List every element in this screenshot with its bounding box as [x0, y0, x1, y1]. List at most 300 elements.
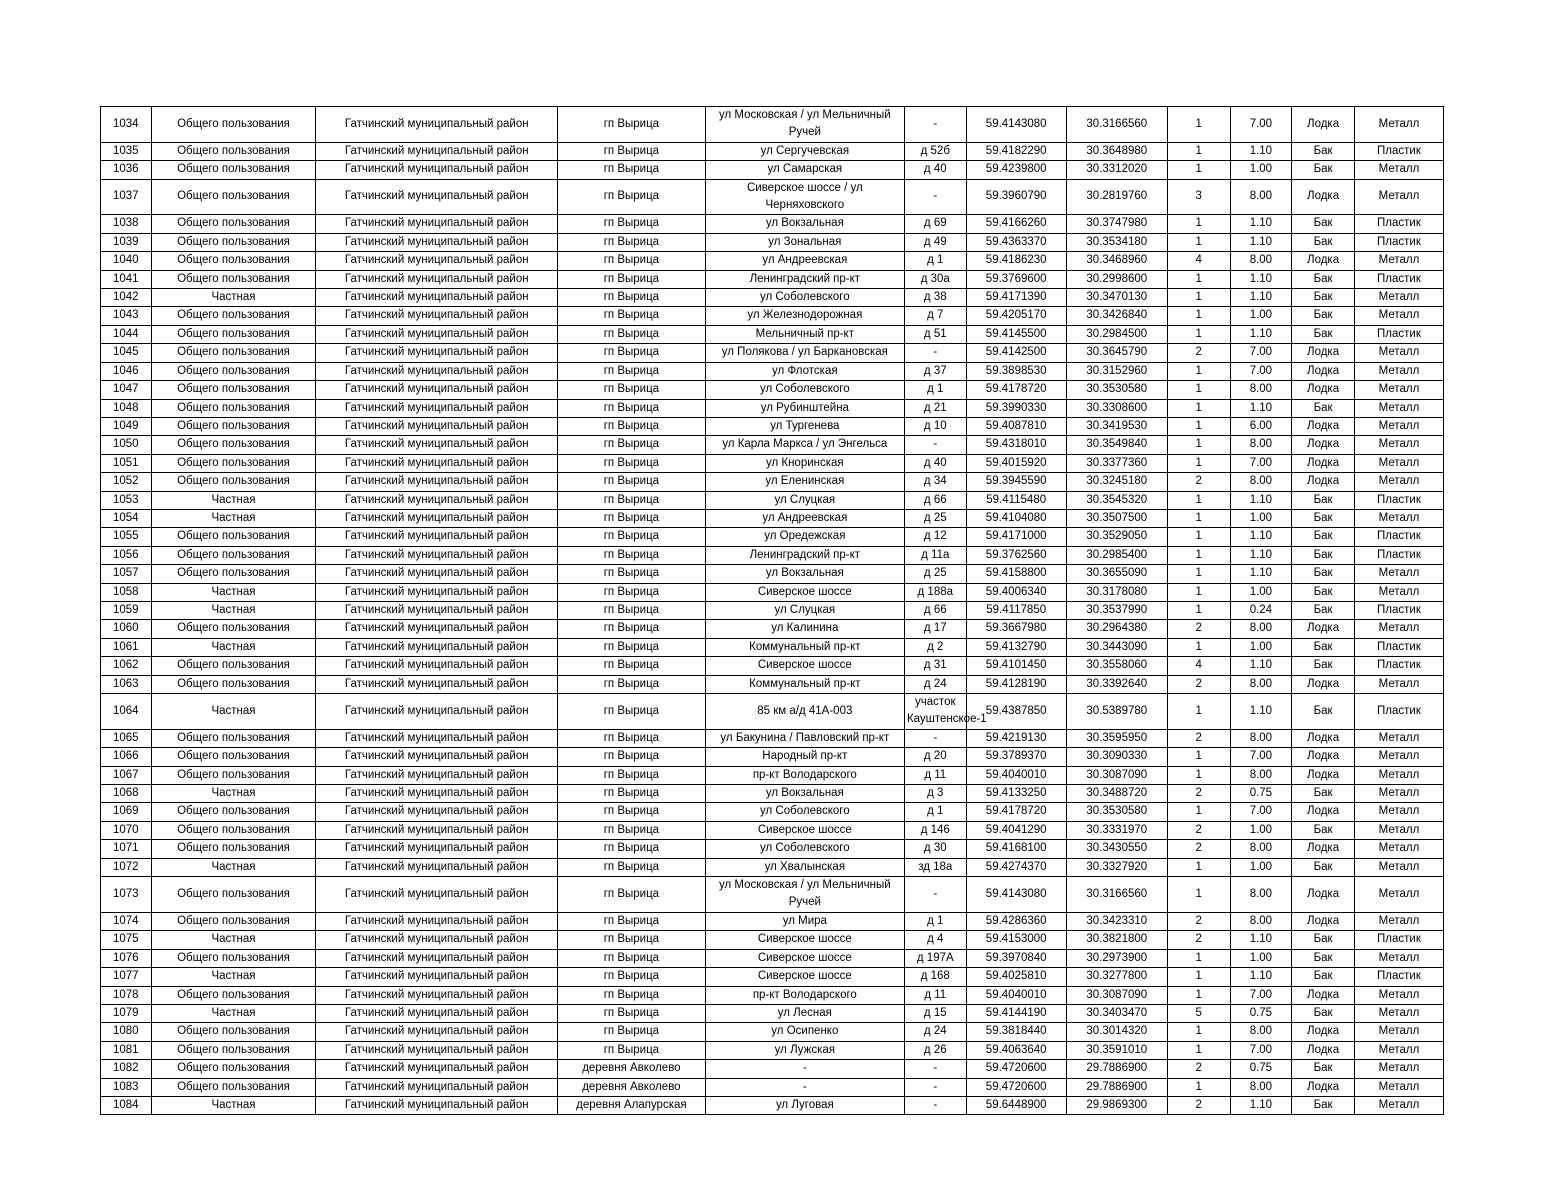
cell-row-number: 1044 — [101, 325, 152, 343]
cell-container-count: 2 — [1167, 821, 1230, 839]
cell-settlement: гп Вырица — [558, 215, 706, 233]
cell-usage-type: Общего пользования — [151, 381, 316, 399]
cell-district: Гатчинский муниципальный район — [316, 307, 558, 325]
cell-house: участок Кауштенское-1 — [904, 694, 966, 730]
table-row — [101, 325, 1444, 343]
cell-house: д 24 — [904, 1023, 966, 1041]
cell-longitude: 30.2998600 — [1066, 270, 1167, 288]
cell-latitude: 59.4178720 — [966, 803, 1066, 821]
cell-settlement: гп Вырица — [558, 528, 706, 546]
cell-house: д 1 — [904, 912, 966, 930]
cell-settlement: деревня Авколево — [558, 1060, 706, 1078]
cell-latitude: 59.4101450 — [966, 657, 1066, 675]
cell-district: Гатчинский муниципальный район — [316, 270, 558, 288]
cell-volume: 0.24 — [1230, 601, 1292, 619]
table-row — [101, 803, 1444, 821]
cell-street: ул Зональная — [705, 233, 904, 251]
cell-latitude: 59.4168100 — [966, 840, 1066, 858]
cell-material: Металл — [1354, 436, 1443, 454]
cell-longitude: 30.3468960 — [1066, 252, 1167, 270]
cell-container-type: Бак — [1292, 565, 1355, 583]
cell-settlement: гп Вырица — [558, 473, 706, 491]
cell-district: Гатчинский муниципальный район — [316, 436, 558, 454]
cell-house: д 69 — [904, 215, 966, 233]
cell-usage-type: Общего пользования — [151, 748, 316, 766]
cell-row-number: 1036 — [101, 161, 152, 179]
cell-container-count: 1 — [1167, 583, 1230, 601]
cell-latitude: 59.4286360 — [966, 912, 1066, 930]
cell-house: - — [904, 1096, 966, 1114]
cell-usage-type: Частная — [151, 694, 316, 730]
cell-settlement: гп Вырица — [558, 565, 706, 583]
cell-row-number: 1076 — [101, 949, 152, 967]
cell-container-type: Лодка — [1292, 179, 1355, 215]
cell-street: Сиверское шоссе — [705, 657, 904, 675]
cell-material: Пластик — [1354, 491, 1443, 509]
cell-street: - — [705, 1060, 904, 1078]
cell-volume: 1.00 — [1230, 583, 1292, 601]
cell-material: Металл — [1354, 179, 1443, 215]
cell-volume: 8.00 — [1230, 729, 1292, 747]
cell-settlement: гп Вырица — [558, 821, 706, 839]
cell-street: Сиверское шоссе — [705, 583, 904, 601]
cell-volume: 1.00 — [1230, 638, 1292, 656]
cell-usage-type: Общего пользования — [151, 877, 316, 913]
cell-street: ул Андреевская — [705, 509, 904, 527]
cell-house: - — [904, 1078, 966, 1096]
cell-district: Гатчинский муниципальный район — [316, 107, 558, 143]
cell-longitude: 30.3419530 — [1066, 417, 1167, 435]
cell-street: ул Мира — [705, 912, 904, 930]
cell-container-count: 1 — [1167, 381, 1230, 399]
cell-container-count: 1 — [1167, 107, 1230, 143]
cell-usage-type: Общего пользования — [151, 107, 316, 143]
cell-street: пр-кт Володарского — [705, 986, 904, 1004]
cell-house: д 40 — [904, 454, 966, 472]
table-row — [101, 252, 1444, 270]
table-row — [101, 877, 1444, 913]
cell-longitude: 30.3529050 — [1066, 528, 1167, 546]
cell-district: Гатчинский муниципальный район — [316, 1004, 558, 1022]
cell-row-number: 1078 — [101, 986, 152, 1004]
cell-container-type: Бак — [1292, 325, 1355, 343]
cell-longitude: 30.3312020 — [1066, 161, 1167, 179]
cell-street: ул Кноринская — [705, 454, 904, 472]
cell-material: Металл — [1354, 289, 1443, 307]
cell-usage-type: Общего пользования — [151, 766, 316, 784]
cell-usage-type: Общего пользования — [151, 803, 316, 821]
cell-settlement: гп Вырица — [558, 1004, 706, 1022]
cell-container-count: 2 — [1167, 840, 1230, 858]
cell-volume: 1.10 — [1230, 528, 1292, 546]
cell-row-number: 1056 — [101, 546, 152, 564]
cell-latitude: 59.4274370 — [966, 858, 1066, 876]
cell-container-type: Бак — [1292, 509, 1355, 527]
cell-latitude: 59.4006340 — [966, 583, 1066, 601]
table-row — [101, 179, 1444, 215]
cell-usage-type: Общего пользования — [151, 1041, 316, 1059]
cell-settlement: гп Вырица — [558, 912, 706, 930]
cell-house: д 51 — [904, 325, 966, 343]
table-row — [101, 546, 1444, 564]
cell-latitude: 59.4143080 — [966, 877, 1066, 913]
cell-row-number: 1082 — [101, 1060, 152, 1078]
cell-usage-type: Частная — [151, 601, 316, 619]
cell-settlement: гп Вырица — [558, 785, 706, 803]
cell-district: Гатчинский муниципальный район — [316, 785, 558, 803]
cell-row-number: 1055 — [101, 528, 152, 546]
cell-street: Ленинградский пр-кт — [705, 270, 904, 288]
cell-house: д 66 — [904, 601, 966, 619]
cell-street: ул Тургенева — [705, 417, 904, 435]
cell-volume: 7.00 — [1230, 986, 1292, 1004]
cell-latitude: 59.4318010 — [966, 436, 1066, 454]
cell-district: Гатчинский муниципальный район — [316, 638, 558, 656]
cell-material: Металл — [1354, 729, 1443, 747]
cell-district: Гатчинский муниципальный район — [316, 694, 558, 730]
cell-district: Гатчинский муниципальный район — [316, 840, 558, 858]
cell-volume: 7.00 — [1230, 107, 1292, 143]
cell-street: ул Калинина — [705, 620, 904, 638]
cell-settlement: гп Вырица — [558, 657, 706, 675]
cell-row-number: 1052 — [101, 473, 152, 491]
cell-material: Металл — [1354, 803, 1443, 821]
cell-house: д 40 — [904, 161, 966, 179]
cell-container-count: 1 — [1167, 858, 1230, 876]
cell-settlement: гп Вырица — [558, 436, 706, 454]
cell-usage-type: Частная — [151, 858, 316, 876]
cell-usage-type: Общего пользования — [151, 270, 316, 288]
cell-container-type: Бак — [1292, 657, 1355, 675]
cell-material: Пластик — [1354, 657, 1443, 675]
cell-street: ул Флотская — [705, 362, 904, 380]
cell-material: Металл — [1354, 877, 1443, 913]
cell-longitude: 30.2973900 — [1066, 949, 1167, 967]
table-row — [101, 417, 1444, 435]
cell-street: Народный пр-кт — [705, 748, 904, 766]
cell-usage-type: Общего пользования — [151, 675, 316, 693]
cell-district: Гатчинский муниципальный район — [316, 821, 558, 839]
cell-house: д 3 — [904, 785, 966, 803]
table-row — [101, 748, 1444, 766]
table-row — [101, 931, 1444, 949]
cell-usage-type: Общего пользования — [151, 325, 316, 343]
cell-latitude: 59.4720600 — [966, 1060, 1066, 1078]
cell-district: Гатчинский муниципальный район — [316, 161, 558, 179]
cell-material: Металл — [1354, 1023, 1443, 1041]
cell-container-type: Лодка — [1292, 454, 1355, 472]
cell-container-count: 1 — [1167, 491, 1230, 509]
cell-longitude: 30.3178080 — [1066, 583, 1167, 601]
cell-street: ул Сергучевская — [705, 142, 904, 160]
table-row — [101, 344, 1444, 362]
cell-settlement: гп Вырица — [558, 877, 706, 913]
cell-street: Сиверское шоссе — [705, 968, 904, 986]
cell-volume: 8.00 — [1230, 436, 1292, 454]
cell-volume: 8.00 — [1230, 1023, 1292, 1041]
cell-settlement: гп Вырица — [558, 270, 706, 288]
cell-container-count: 1 — [1167, 949, 1230, 967]
cell-settlement: гп Вырица — [558, 454, 706, 472]
cell-district: Гатчинский муниципальный район — [316, 454, 558, 472]
cell-latitude: 59.4158800 — [966, 565, 1066, 583]
cell-street: ул Осипенко — [705, 1023, 904, 1041]
cell-usage-type: Частная — [151, 289, 316, 307]
cell-material: Металл — [1354, 565, 1443, 583]
cell-street: ул Лужская — [705, 1041, 904, 1059]
cell-container-type: Лодка — [1292, 344, 1355, 362]
cell-longitude: 30.3470130 — [1066, 289, 1167, 307]
cell-container-type: Бак — [1292, 601, 1355, 619]
cell-latitude: 59.3945590 — [966, 473, 1066, 491]
cell-container-type: Лодка — [1292, 107, 1355, 143]
cell-latitude: 59.4143080 — [966, 107, 1066, 143]
cell-usage-type: Общего пользования — [151, 912, 316, 930]
table-row — [101, 509, 1444, 527]
cell-settlement: гп Вырица — [558, 362, 706, 380]
cell-container-type: Бак — [1292, 307, 1355, 325]
cell-material: Пластик — [1354, 601, 1443, 619]
cell-settlement: гп Вырица — [558, 986, 706, 1004]
cell-volume: 1.10 — [1230, 233, 1292, 251]
cell-longitude: 30.3648980 — [1066, 142, 1167, 160]
cell-material: Пластик — [1354, 325, 1443, 343]
cell-district: Гатчинский муниципальный район — [316, 546, 558, 564]
cell-settlement: гп Вырица — [558, 381, 706, 399]
cell-row-number: 1058 — [101, 583, 152, 601]
cell-volume: 1.10 — [1230, 931, 1292, 949]
cell-container-count: 1 — [1167, 1041, 1230, 1059]
cell-container-type: Лодка — [1292, 417, 1355, 435]
cell-longitude: 30.3821800 — [1066, 931, 1167, 949]
table-row — [101, 1078, 1444, 1096]
cell-house: д 4 — [904, 931, 966, 949]
cell-latitude: 59.3789370 — [966, 748, 1066, 766]
cell-district: Гатчинский муниципальный район — [316, 931, 558, 949]
cell-street: ул Самарская — [705, 161, 904, 179]
cell-street: Сиверское шоссе — [705, 949, 904, 967]
cell-district: Гатчинский муниципальный район — [316, 289, 558, 307]
cell-container-count: 2 — [1167, 912, 1230, 930]
cell-row-number: 1084 — [101, 1096, 152, 1114]
cell-material: Металл — [1354, 362, 1443, 380]
cell-house: - — [904, 729, 966, 747]
cell-house: - — [904, 877, 966, 913]
cell-material: Металл — [1354, 307, 1443, 325]
cell-settlement: гп Вырица — [558, 968, 706, 986]
cell-volume: 0.75 — [1230, 1004, 1292, 1022]
cell-settlement: гп Вырица — [558, 620, 706, 638]
cell-house: д 20 — [904, 748, 966, 766]
cell-row-number: 1057 — [101, 565, 152, 583]
cell-container-count: 2 — [1167, 1060, 1230, 1078]
cell-usage-type: Общего пользования — [151, 307, 316, 325]
cell-latitude: 59.4063640 — [966, 1041, 1066, 1059]
cell-district: Гатчинский муниципальный район — [316, 766, 558, 784]
cell-row-number: 1075 — [101, 931, 152, 949]
cell-row-number: 1061 — [101, 638, 152, 656]
cell-latitude: 59.4142500 — [966, 344, 1066, 362]
cell-material: Металл — [1354, 1096, 1443, 1114]
cell-volume: 8.00 — [1230, 473, 1292, 491]
cell-settlement: гп Вырица — [558, 307, 706, 325]
cell-latitude: 59.4239800 — [966, 161, 1066, 179]
cell-material: Пластик — [1354, 233, 1443, 251]
cell-latitude: 59.4087810 — [966, 417, 1066, 435]
cell-latitude: 59.3960790 — [966, 179, 1066, 215]
cell-material: Пластик — [1354, 931, 1443, 949]
cell-longitude: 29.7886900 — [1066, 1078, 1167, 1096]
cell-settlement: гп Вырица — [558, 399, 706, 417]
cell-container-count: 1 — [1167, 436, 1230, 454]
cell-latitude: 59.4205170 — [966, 307, 1066, 325]
cell-latitude: 59.4117850 — [966, 601, 1066, 619]
cell-house: - — [904, 436, 966, 454]
cell-usage-type: Общего пользования — [151, 565, 316, 583]
cell-settlement: деревня Алапурская — [558, 1096, 706, 1114]
cell-material: Металл — [1354, 473, 1443, 491]
cell-longitude: 30.3166560 — [1066, 107, 1167, 143]
cell-container-count: 1 — [1167, 362, 1230, 380]
cell-usage-type: Частная — [151, 1096, 316, 1114]
cell-latitude: 59.4115480 — [966, 491, 1066, 509]
cell-row-number: 1077 — [101, 968, 152, 986]
cell-longitude: 30.2819760 — [1066, 179, 1167, 215]
table-row — [101, 601, 1444, 619]
cell-street: ул Соболевского — [705, 840, 904, 858]
cell-settlement: гп Вырица — [558, 509, 706, 527]
cell-district: Гатчинский муниципальный район — [316, 509, 558, 527]
cell-volume: 7.00 — [1230, 454, 1292, 472]
cell-container-type: Бак — [1292, 215, 1355, 233]
cell-longitude: 30.3331970 — [1066, 821, 1167, 839]
cell-volume: 1.00 — [1230, 161, 1292, 179]
cell-longitude: 30.3245180 — [1066, 473, 1167, 491]
cell-house: д 168 — [904, 968, 966, 986]
cell-material: Металл — [1354, 821, 1443, 839]
cell-district: Гатчинский муниципальный район — [316, 344, 558, 362]
cell-latitude: 59.4171390 — [966, 289, 1066, 307]
cell-container-count: 1 — [1167, 528, 1230, 546]
cell-settlement: гп Вырица — [558, 638, 706, 656]
cell-material: Пластик — [1354, 215, 1443, 233]
cell-district: Гатчинский муниципальный район — [316, 968, 558, 986]
cell-container-count: 2 — [1167, 931, 1230, 949]
cell-usage-type: Частная — [151, 491, 316, 509]
cell-settlement: гп Вырица — [558, 931, 706, 949]
table-row — [101, 657, 1444, 675]
cell-row-number: 1083 — [101, 1078, 152, 1096]
cell-volume: 7.00 — [1230, 748, 1292, 766]
cell-material: Металл — [1354, 583, 1443, 601]
table-row — [101, 107, 1444, 143]
cell-latitude: 59.4178720 — [966, 381, 1066, 399]
table-row — [101, 968, 1444, 986]
cell-material: Металл — [1354, 858, 1443, 876]
table-row — [101, 986, 1444, 1004]
table-row — [101, 840, 1444, 858]
cell-material: Металл — [1354, 620, 1443, 638]
cell-container-type: Бак — [1292, 270, 1355, 288]
cell-settlement: гп Вырица — [558, 675, 706, 693]
cell-longitude: 30.3645790 — [1066, 344, 1167, 362]
cell-district: Гатчинский муниципальный район — [316, 491, 558, 509]
cell-usage-type: Частная — [151, 1004, 316, 1022]
cell-container-count: 2 — [1167, 675, 1230, 693]
cell-volume: 8.00 — [1230, 381, 1292, 399]
cell-row-number: 1046 — [101, 362, 152, 380]
cell-container-count: 2 — [1167, 1096, 1230, 1114]
cell-settlement: гп Вырица — [558, 1041, 706, 1059]
cell-row-number: 1051 — [101, 454, 152, 472]
cell-house: д 37 — [904, 362, 966, 380]
cell-container-count: 4 — [1167, 252, 1230, 270]
table-row — [101, 161, 1444, 179]
cell-volume: 1.10 — [1230, 657, 1292, 675]
cell-container-count: 2 — [1167, 620, 1230, 638]
cell-container-count: 1 — [1167, 289, 1230, 307]
cell-district: Гатчинский муниципальный район — [316, 142, 558, 160]
cell-container-type: Бак — [1292, 968, 1355, 986]
cell-container-type: Бак — [1292, 821, 1355, 839]
cell-usage-type: Общего пользования — [151, 546, 316, 564]
cell-material: Металл — [1354, 252, 1443, 270]
cell-street: Сиверское шоссе — [705, 821, 904, 839]
cell-district: Гатчинский муниципальный район — [316, 1041, 558, 1059]
cell-usage-type: Общего пользования — [151, 215, 316, 233]
cell-usage-type: Общего пользования — [151, 473, 316, 491]
cell-latitude: 59.4025810 — [966, 968, 1066, 986]
cell-volume: 0.75 — [1230, 1060, 1292, 1078]
cell-container-type: Лодка — [1292, 1041, 1355, 1059]
cell-street: ул Вокзальная — [705, 565, 904, 583]
cell-latitude: 59.4041290 — [966, 821, 1066, 839]
cell-row-number: 1038 — [101, 215, 152, 233]
table-row — [101, 528, 1444, 546]
cell-container-count: 1 — [1167, 694, 1230, 730]
table-row — [101, 399, 1444, 417]
cell-street: ул Железнодорожная — [705, 307, 904, 325]
cell-volume: 1.00 — [1230, 307, 1292, 325]
cell-street: ул Московская / ул Мельничный Ручей — [705, 107, 904, 143]
cell-latitude: 59.3667980 — [966, 620, 1066, 638]
cell-house: д 12 — [904, 528, 966, 546]
cell-usage-type: Общего пользования — [151, 821, 316, 839]
cell-volume: 7.00 — [1230, 344, 1292, 362]
cell-settlement: гп Вырица — [558, 325, 706, 343]
cell-district: Гатчинский муниципальный район — [316, 1078, 558, 1096]
cell-container-count: 4 — [1167, 657, 1230, 675]
table-row — [101, 1023, 1444, 1041]
cell-material: Металл — [1354, 161, 1443, 179]
table-row — [101, 436, 1444, 454]
cell-container-count: 1 — [1167, 399, 1230, 417]
cell-settlement: гп Вырица — [558, 748, 706, 766]
cell-longitude: 30.2964380 — [1066, 620, 1167, 638]
cell-district: Гатчинский муниципальный район — [316, 748, 558, 766]
cell-latitude: 59.6448900 — [966, 1096, 1066, 1114]
cell-row-number: 1034 — [101, 107, 152, 143]
cell-material: Пластик — [1354, 968, 1443, 986]
cell-longitude: 30.3537990 — [1066, 601, 1167, 619]
cell-house: - — [904, 1060, 966, 1078]
cell-latitude: 59.4219130 — [966, 729, 1066, 747]
cell-latitude: 59.3769600 — [966, 270, 1066, 288]
cell-container-count: 1 — [1167, 270, 1230, 288]
cell-house: д 38 — [904, 289, 966, 307]
cell-usage-type: Частная — [151, 968, 316, 986]
cell-street: ул Луговая — [705, 1096, 904, 1114]
